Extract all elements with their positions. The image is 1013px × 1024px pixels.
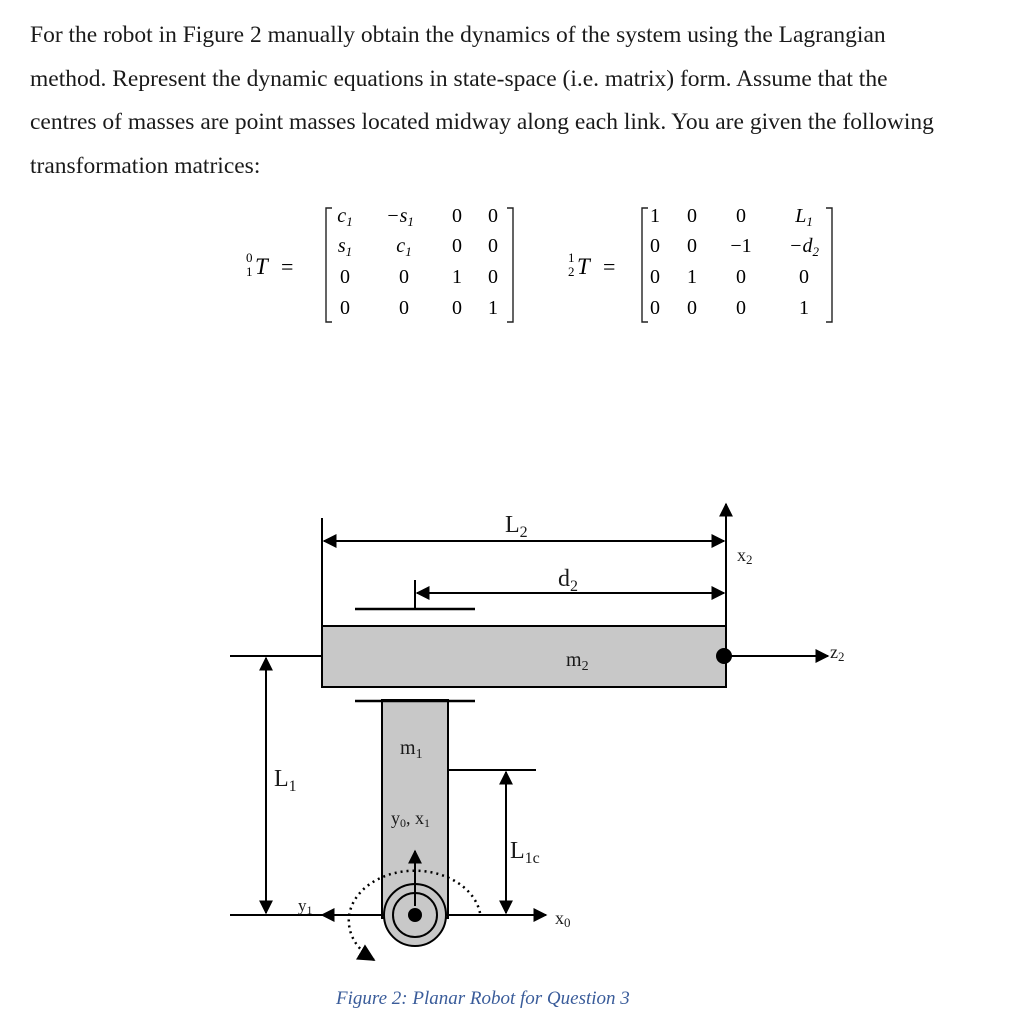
l2-label: $L_2$ <box>505 512 528 541</box>
cell: 0 <box>399 297 409 319</box>
cell: 0 <box>650 266 660 288</box>
cell: 0 <box>340 266 350 288</box>
cell: 0 <box>488 205 498 227</box>
equals-sign: = <box>603 254 616 279</box>
cell: 0 <box>452 297 462 319</box>
x2-label: x2 <box>737 545 753 567</box>
m1-label: $m_1$ <box>400 737 423 762</box>
cell: 0 <box>736 266 746 288</box>
y1-label: y1 <box>298 896 313 917</box>
paragraph-line: centres of masses are point masses located midway along each link. You are given the following <box>30 109 934 135</box>
equals-sign: = <box>281 254 294 279</box>
cell: 1 <box>488 297 498 319</box>
superscript: 1 <box>568 250 575 265</box>
cell: 0 <box>488 266 498 288</box>
cell: $c_1$ <box>396 235 412 259</box>
cell: 0 <box>687 205 697 227</box>
matrix-symbol: T <box>255 254 268 279</box>
superscript: 0 <box>246 250 253 265</box>
l1c-label: $L_{1c}$ <box>510 838 540 867</box>
cell: $s_1$ <box>337 235 353 259</box>
cell: $L_1$ <box>795 205 813 229</box>
subscript: 2 <box>568 264 575 279</box>
x0-label: x0 <box>555 908 571 930</box>
base-joint-pin <box>408 908 422 922</box>
subscript: 1 <box>246 264 253 279</box>
cell: 1 <box>452 266 462 288</box>
cell: 0 <box>488 235 498 257</box>
cell: 0 <box>736 205 746 227</box>
cell: 1 <box>799 297 809 319</box>
y0-x1-label: y0, x1 <box>391 808 430 830</box>
paragraph-line: transformation matrices: <box>30 152 261 179</box>
paragraph-line: method. Represent the dynamic equations in state-space (i.e. matrix) form. Assume that the <box>30 65 888 92</box>
cell: 0 <box>452 235 462 257</box>
z2-label: z2 <box>830 642 845 664</box>
cell: $-d_2$ <box>789 235 819 259</box>
cell: 1 <box>687 266 697 288</box>
paragraph-line: For the robot in Figure 2 manually obtain the dynamics of the system using the Lagrangian <box>30 22 886 48</box>
cell: 0 <box>452 205 462 227</box>
cell: 0 <box>799 266 809 288</box>
cell: $-s_1$ <box>386 205 414 229</box>
cell: 0 <box>399 266 409 288</box>
cell: 0 <box>650 297 660 319</box>
link-2 <box>322 626 726 687</box>
cell: −1 <box>730 235 752 257</box>
cell: 0 <box>650 235 660 257</box>
cell: $c_1$ <box>337 205 353 229</box>
matrix-symbol: T <box>577 254 590 279</box>
cell: 0 <box>736 297 746 319</box>
figure-caption: Figure 2: Planar Robot for Question 3 <box>336 988 630 1009</box>
l1-label: $L_1$ <box>274 766 297 795</box>
cell: 0 <box>687 297 697 319</box>
cell: 0 <box>687 235 697 257</box>
d2-label: $d_2$ <box>558 566 578 595</box>
m2-label: $m_2$ <box>566 649 589 674</box>
cell: 1 <box>650 205 660 227</box>
cell: 0 <box>340 297 350 319</box>
